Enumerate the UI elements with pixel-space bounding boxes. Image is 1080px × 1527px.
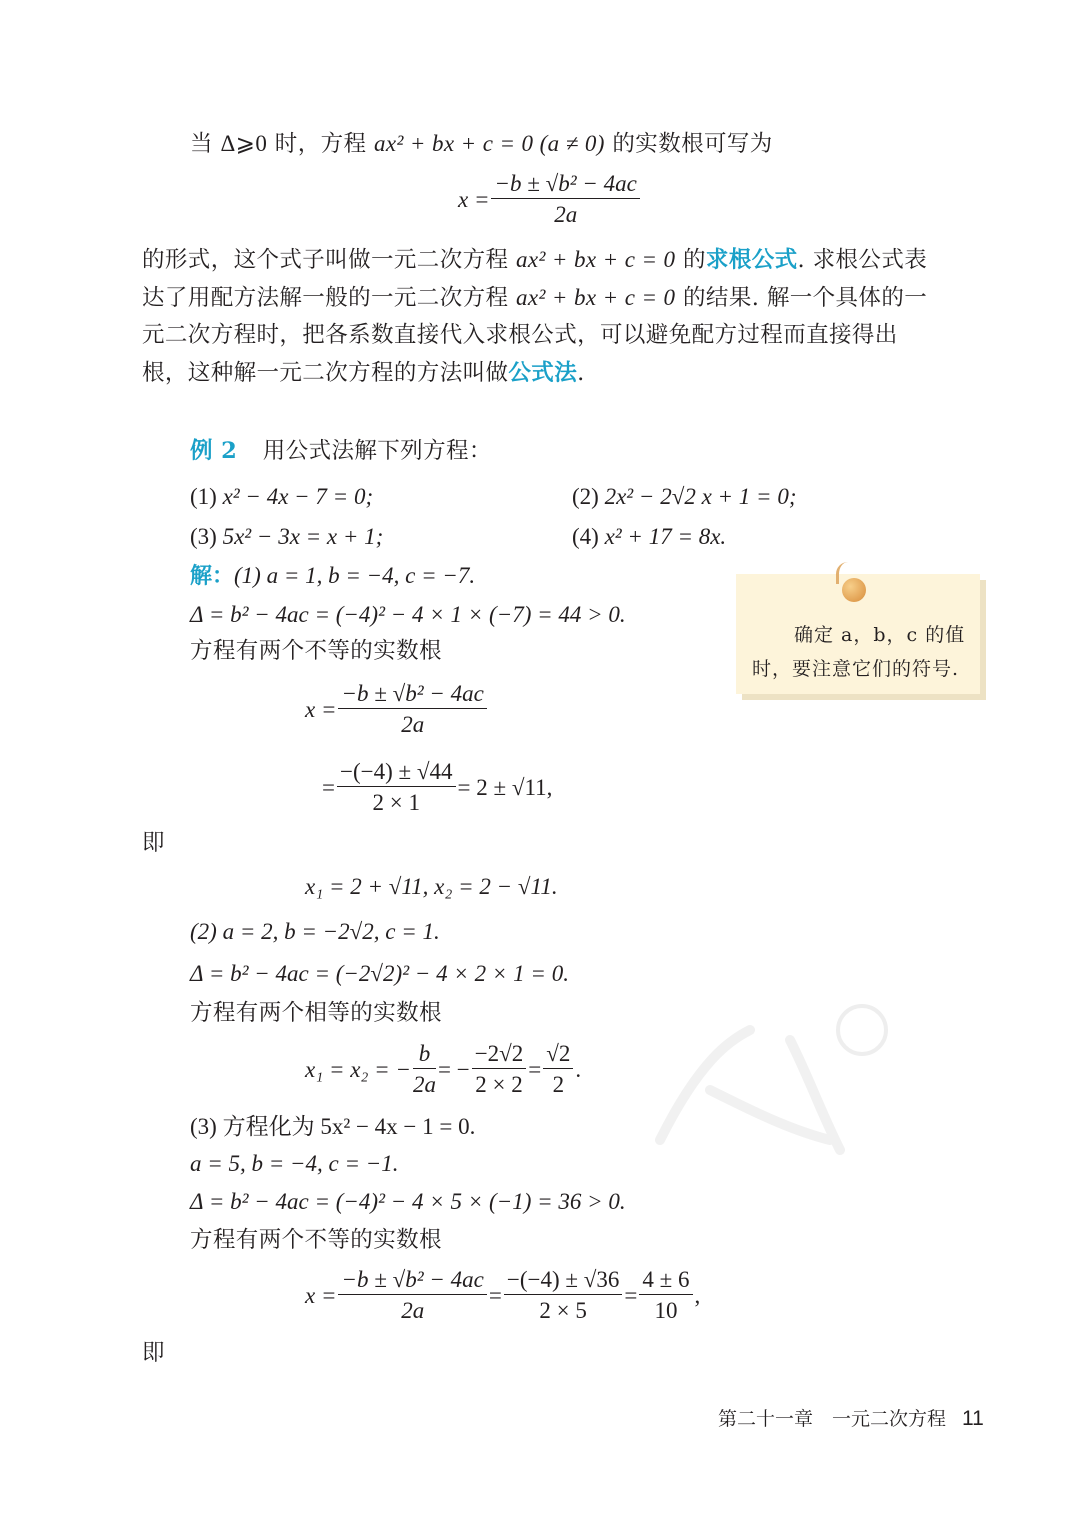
intro-text-2: 时，方程 — [274, 131, 367, 157]
formula-fraction — [472, 1042, 527, 1096]
para-text: 的结果. 解一个具体的一 — [683, 285, 928, 311]
formula-denominator: 2a — [401, 1298, 425, 1323]
solution-3-coefficients: a = 5, b = −4, c = −1. — [190, 1151, 399, 1176]
problem-number: (1) — [190, 484, 217, 509]
solution-1-coefficients — [190, 564, 475, 587]
solution-2-coefficients: (2) a = 2, b = −2√2, c = 1. — [190, 919, 440, 944]
problem-equation: 2x² − 2√2 x + 1 = 0; — [604, 484, 797, 509]
solution-2-text: 方程有两个相等的实数根 — [190, 1000, 442, 1026]
formula-eq: = — [488, 1282, 502, 1308]
formula-fraction — [338, 1268, 486, 1322]
root-formula — [458, 172, 642, 226]
problem-equation: x² + 17 = 8x. — [604, 524, 727, 549]
solution-3-delta: Δ = b² − 4ac = (−4)² − 4 × 5 × (−1) = 36 > 0. — [190, 1189, 626, 1214]
formula-numerator: −b ± √b² − 4ac — [338, 1268, 486, 1295]
formula-lhs: x = — [305, 1282, 337, 1308]
para-text: 根，这种解一元二次方程的方法叫做 — [142, 360, 509, 386]
problem-number: (2) — [572, 484, 599, 509]
formula-fraction — [639, 1268, 692, 1322]
formula-fraction — [491, 172, 639, 226]
formula-lhs: x = — [305, 696, 337, 722]
formula-denominator: 2 — [552, 1072, 565, 1097]
para-equation: ax² + bx + c = 0 — [515, 285, 676, 310]
footer-chapter: 第二十一章 一元二次方程 — [718, 1408, 947, 1430]
formula-denominator: 10 — [654, 1298, 678, 1323]
intro-line — [190, 132, 773, 156]
problem-3 — [190, 525, 383, 548]
para-text: 的形式，这个式子叫做一元二次方程 — [142, 247, 509, 273]
problem-number: (4) — [572, 524, 599, 549]
watermark-icon — [640, 1000, 900, 1160]
solution-3-text: 方程有两个不等的实数根 — [190, 1227, 442, 1253]
formula-fraction — [338, 682, 486, 736]
solution-3-formula — [305, 1268, 700, 1322]
formula-denominator: 2 × 1 — [372, 790, 420, 815]
problem-2 — [572, 485, 796, 508]
formula-numerator: −b ± √b² − 4ac — [338, 682, 486, 709]
formula-numerator: −(−4) ± √44 — [337, 760, 456, 787]
para-line-1 — [142, 248, 927, 272]
formula-denominator: 2a — [401, 712, 425, 737]
formula-lhs: x = — [458, 186, 490, 212]
problem-4 — [572, 525, 726, 548]
para-line-4 — [142, 362, 585, 385]
formula-eq: = — [624, 1282, 638, 1308]
solution-2-delta: Δ = b² − 4ac = (−2√2)² − 4 × 2 × 1 = 0. — [190, 961, 569, 986]
para-text: 的 — [683, 247, 706, 273]
intro-text-3: 的实数根可写为 — [612, 131, 773, 157]
example-title: 用公式法解下列方程： — [262, 438, 492, 464]
note-line-2: 时，要注意它们的符号. — [752, 658, 960, 680]
problem-equation: 5x² − 3x = x + 1; — [222, 524, 384, 549]
formula-end: . — [575, 1056, 582, 1082]
formula-numerator: −b ± √b² − 4ac — [491, 172, 639, 199]
ji-1: 即 — [142, 830, 165, 856]
formula-fraction — [413, 1042, 436, 1096]
example-label: 例 2 — [190, 438, 238, 464]
coef-text: (1) a = 1, b = −4, c = −7. — [234, 563, 476, 588]
formula-numerator: −(−4) ± √36 — [504, 1268, 623, 1295]
formula-fraction — [504, 1268, 623, 1322]
intro-delta: Δ⩾0 — [220, 131, 268, 156]
term-formula-method: 公式法 — [508, 360, 578, 386]
solution-3-rewrite: (3) 方程化为 5x² − 4x − 1 = 0. — [190, 1114, 476, 1139]
formula-end: , — [694, 1282, 701, 1308]
solution-1-formula-2 — [322, 760, 552, 814]
para-line-2 — [142, 286, 927, 310]
solution-1-text: 方程有两个不等的实数根 — [190, 638, 442, 664]
para-equation: ax² + bx + c = 0 — [515, 247, 676, 272]
formula-eq: = — [322, 774, 335, 800]
formula-lhs: x₁ = x₂ = − — [305, 1056, 411, 1082]
para-text: 达了用配方法解一般的一元二次方程 — [142, 285, 509, 311]
formula-numerator: b — [413, 1042, 436, 1069]
formula-numerator: 4 ± 6 — [639, 1268, 692, 1295]
formula-denominator: 2a — [412, 1072, 436, 1097]
formula-numerator: −2√2 — [472, 1042, 527, 1069]
formula-rhs: = 2 ± √11, — [457, 774, 553, 800]
solution-2-formula — [305, 1042, 581, 1096]
intro-equation: ax² + bx + c = 0 (a ≠ 0) — [373, 131, 605, 156]
formula-eq: = — [528, 1056, 542, 1082]
formula-fraction — [543, 1042, 573, 1096]
note-line-1: 确定 a，b，c 的值 — [794, 624, 966, 646]
page-number: 11 — [962, 1407, 984, 1430]
para-text: . — [577, 360, 585, 386]
formula-denominator: 2a — [554, 202, 578, 227]
pushpin-icon — [842, 578, 866, 602]
para-line-3: 元二次方程时，把各系数直接代入求根公式，可以避免配方过程而直接得出 — [142, 322, 898, 348]
term-root-formula: 求根公式 — [705, 247, 798, 273]
solution-1-formula-1 — [305, 682, 489, 736]
formula-denominator: 2 × 5 — [539, 1298, 587, 1323]
solution-label: 解： — [190, 563, 235, 589]
ji-2: 即 — [142, 1340, 165, 1366]
intro-text-1: 当 — [190, 131, 213, 157]
problem-equation: x² − 4x − 7 = 0; — [222, 484, 374, 509]
formula-fraction — [337, 760, 456, 814]
solution-1-roots: x₁ = 2 + √11, x₂ = 2 − √11. — [305, 874, 558, 899]
solution-1-delta: Δ = b² − 4ac = (−4)² − 4 × 1 × (−7) = 44 > 0. — [190, 602, 626, 627]
formula-numerator: √2 — [543, 1042, 573, 1069]
formula-eq: = − — [437, 1056, 470, 1082]
problem-1 — [190, 485, 373, 508]
example-heading — [190, 440, 492, 463]
problem-number: (3) — [190, 524, 217, 549]
formula-denominator: 2 × 2 — [475, 1072, 523, 1097]
para-text: . 求根公式表 — [797, 247, 928, 273]
